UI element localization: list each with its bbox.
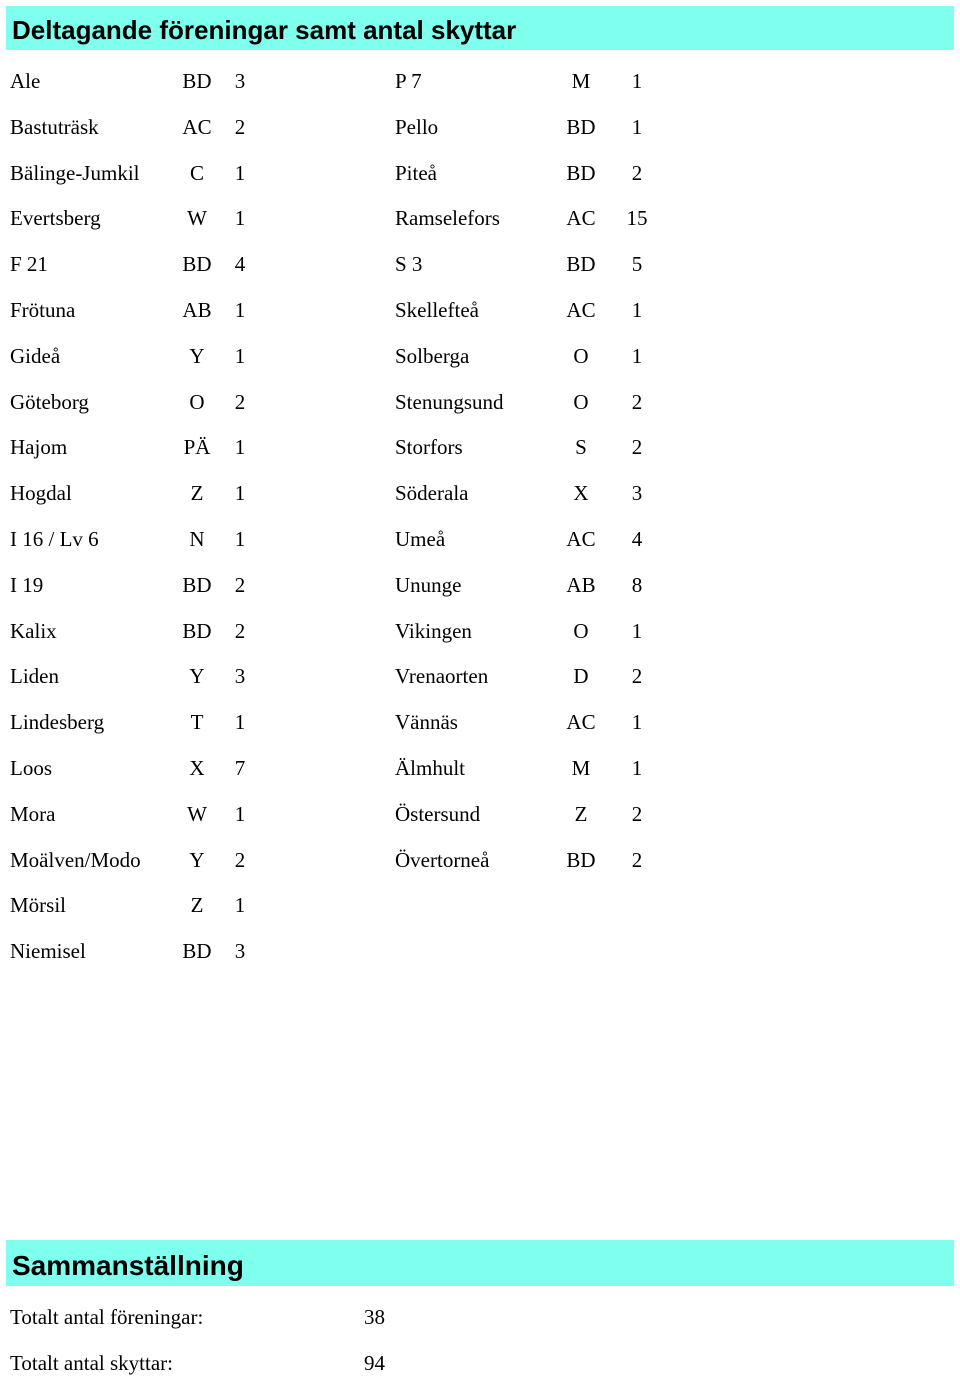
club-shooter-count: 1 xyxy=(234,481,246,506)
club-name: Evertsberg xyxy=(10,206,101,231)
club-district-code: O xyxy=(573,343,589,368)
club-name: Stenungsund xyxy=(395,389,504,414)
club-shooter-count: 2 xyxy=(631,801,643,826)
club-row xyxy=(10,838,260,884)
club-name: Ale xyxy=(10,69,41,93)
club-district-code: AC xyxy=(566,710,596,735)
summary-title: Sammanställning xyxy=(6,1240,954,1286)
club-district-code: BD xyxy=(566,160,596,185)
club-row xyxy=(395,746,655,792)
club-row xyxy=(10,563,260,609)
club-row xyxy=(395,59,655,105)
club-row xyxy=(395,334,655,380)
club-name: Ramselefors xyxy=(395,206,500,231)
club-shooter-count: 1 xyxy=(234,160,246,185)
club-row xyxy=(395,838,655,884)
club-shooter-count: 1 xyxy=(234,206,246,231)
club-name: Älmhult xyxy=(395,755,466,780)
club-name: Hajom xyxy=(10,435,68,460)
club-row xyxy=(10,700,260,746)
club-name: Mörsil xyxy=(10,893,67,918)
club-district-code: BD xyxy=(182,252,212,277)
club-row xyxy=(10,792,260,838)
club-shooter-count: 1 xyxy=(631,69,643,93)
page-title: Deltagande föreningar samt antal skyttar xyxy=(6,6,954,50)
club-district-code: AB xyxy=(182,297,212,322)
club-district-code: C xyxy=(189,160,204,185)
club-row xyxy=(10,609,260,655)
summary-label: Totalt antal skyttar: xyxy=(10,1351,173,1375)
club-shooter-count: 1 xyxy=(631,343,643,368)
club-name: Övertorneå xyxy=(395,847,490,872)
club-name: S 3 xyxy=(395,252,423,277)
club-row xyxy=(395,609,655,655)
club-name: Göteborg xyxy=(10,389,89,414)
club-name: Bastuträsk xyxy=(10,114,99,139)
club-district-code: AC xyxy=(566,206,596,231)
club-shooter-count: 2 xyxy=(234,572,246,597)
club-name: Umeå xyxy=(395,526,446,551)
club-district-code: BD xyxy=(182,572,212,597)
summary-value: 38 xyxy=(364,1305,385,1329)
club-district-code: BD xyxy=(566,114,596,139)
club-shooter-count: 2 xyxy=(631,847,643,872)
club-name: Frötuna xyxy=(10,297,76,322)
club-row xyxy=(10,105,260,151)
club-row xyxy=(10,929,260,975)
club-district-code: D xyxy=(573,664,589,689)
club-row xyxy=(395,517,655,563)
club-row xyxy=(395,105,655,151)
club-name: Liden xyxy=(10,664,59,689)
club-shooter-count: 1 xyxy=(631,297,643,322)
club-name: Lindesberg xyxy=(10,710,105,735)
club-shooter-count: 3 xyxy=(234,664,246,689)
club-name: Söderala xyxy=(395,481,469,506)
club-shooter-count: 1 xyxy=(631,755,643,780)
club-district-code: Z xyxy=(574,801,588,826)
club-name: Östersund xyxy=(395,801,481,826)
summary-label: Totalt antal föreningar: xyxy=(10,1305,204,1329)
club-name: Vikingen xyxy=(395,618,472,643)
club-row xyxy=(10,242,260,288)
club-row xyxy=(10,196,260,242)
club-district-code: BD xyxy=(566,252,596,277)
club-shooter-count: 3 xyxy=(234,939,246,964)
summary-row-clubs-total xyxy=(10,1294,410,1340)
club-row xyxy=(10,59,260,105)
club-shooter-count: 1 xyxy=(234,297,246,322)
club-name: Bälinge-Jumkil xyxy=(10,160,140,185)
club-row xyxy=(10,654,260,700)
club-name: Hogdal xyxy=(10,481,72,506)
club-shooter-count: 2 xyxy=(234,114,246,139)
club-shooter-count: 3 xyxy=(631,481,643,506)
club-district-code: BD xyxy=(566,847,596,872)
club-shooter-count: 4 xyxy=(234,252,246,277)
club-row xyxy=(10,517,260,563)
club-shooter-count: 2 xyxy=(631,435,643,460)
club-row xyxy=(395,654,655,700)
club-shooter-count: 2 xyxy=(631,160,643,185)
club-shooter-count: 4 xyxy=(631,526,643,551)
club-name: Pello xyxy=(395,114,439,139)
club-district-code: Y xyxy=(189,343,205,368)
club-row xyxy=(10,151,260,197)
club-district-code: S xyxy=(575,435,587,460)
club-shooter-count: 1 xyxy=(234,710,246,735)
club-row xyxy=(10,288,260,334)
club-name: F 21 xyxy=(10,252,48,277)
club-shooter-count: 5 xyxy=(631,252,643,277)
club-row xyxy=(395,792,655,838)
club-shooter-count: 15 xyxy=(626,206,648,231)
club-district-code: AC xyxy=(182,114,212,139)
club-name: Ununge xyxy=(395,572,462,597)
club-name: I 19 xyxy=(10,572,44,597)
club-name: Solberga xyxy=(395,343,470,368)
clubs-list-right xyxy=(395,59,655,883)
club-name: Kalix xyxy=(10,618,57,643)
club-district-code: W xyxy=(187,206,207,231)
club-row xyxy=(10,883,260,929)
club-shooter-count: 3 xyxy=(234,69,246,93)
club-row xyxy=(10,471,260,517)
club-row xyxy=(395,471,655,517)
clubs-list-left xyxy=(10,59,260,975)
club-shooter-count: 2 xyxy=(631,664,643,689)
club-shooter-count: 7 xyxy=(234,755,246,780)
club-name: I 16 / Lv 6 xyxy=(10,526,99,551)
club-shooter-count: 2 xyxy=(234,618,246,643)
club-name: Niemisel xyxy=(10,939,86,964)
club-district-code: W xyxy=(187,801,207,826)
club-district-code: AC xyxy=(566,526,596,551)
club-name: Loos xyxy=(10,755,52,780)
club-district-code: M xyxy=(571,69,591,93)
club-name: Piteå xyxy=(395,160,437,185)
club-shooter-count: 1 xyxy=(234,801,246,826)
club-shooter-count: 1 xyxy=(631,618,643,643)
club-name: Moälven/Modo xyxy=(10,847,141,872)
club-district-code: O xyxy=(573,618,589,643)
club-district-code: Z xyxy=(190,893,204,918)
club-district-code: M xyxy=(571,755,591,780)
club-shooter-count: 1 xyxy=(631,710,643,735)
club-row xyxy=(10,380,260,426)
club-name: Mora xyxy=(10,801,56,826)
club-district-code: AB xyxy=(566,572,596,597)
club-name: Skellefteå xyxy=(395,297,479,322)
club-district-code: O xyxy=(189,389,205,414)
club-name: Vrenaorten xyxy=(395,664,489,689)
club-row xyxy=(395,151,655,197)
club-shooter-count: 1 xyxy=(234,435,246,460)
club-shooter-count: 1 xyxy=(234,893,246,918)
club-shooter-count: 1 xyxy=(234,343,246,368)
club-district-code: X xyxy=(573,481,589,506)
club-district-code: O xyxy=(573,389,589,414)
club-shooter-count: 1 xyxy=(631,114,643,139)
club-district-code: X xyxy=(189,755,205,780)
club-district-code: N xyxy=(189,526,205,551)
club-shooter-count: 1 xyxy=(234,526,246,551)
club-shooter-count: 2 xyxy=(234,389,246,414)
club-district-code: BD xyxy=(182,69,212,93)
club-row xyxy=(10,746,260,792)
club-row xyxy=(395,196,655,242)
club-row xyxy=(10,334,260,380)
club-district-code: Z xyxy=(190,481,204,506)
club-name: P 7 xyxy=(395,69,422,93)
summary-row-shooters-total xyxy=(10,1340,410,1386)
club-district-code: BD xyxy=(182,939,212,964)
club-district-code: Y xyxy=(189,847,205,872)
club-shooter-count: 8 xyxy=(631,572,643,597)
club-district-code: BD xyxy=(182,618,212,643)
club-district-code: T xyxy=(190,710,204,735)
club-row xyxy=(10,425,260,471)
club-row xyxy=(395,700,655,746)
club-row xyxy=(395,563,655,609)
club-row xyxy=(395,242,655,288)
club-row xyxy=(395,380,655,426)
club-name: Gideå xyxy=(10,343,61,368)
club-district-code: PÄ xyxy=(183,435,211,460)
club-row xyxy=(395,288,655,334)
club-district-code: AC xyxy=(566,297,596,322)
club-name: Vännäs xyxy=(395,710,458,735)
club-shooter-count: 2 xyxy=(234,847,246,872)
club-row xyxy=(395,425,655,471)
club-shooter-count: 2 xyxy=(631,389,643,414)
club-name: Storfors xyxy=(395,435,463,460)
club-district-code: Y xyxy=(189,664,205,689)
summary-value: 94 xyxy=(364,1351,385,1375)
